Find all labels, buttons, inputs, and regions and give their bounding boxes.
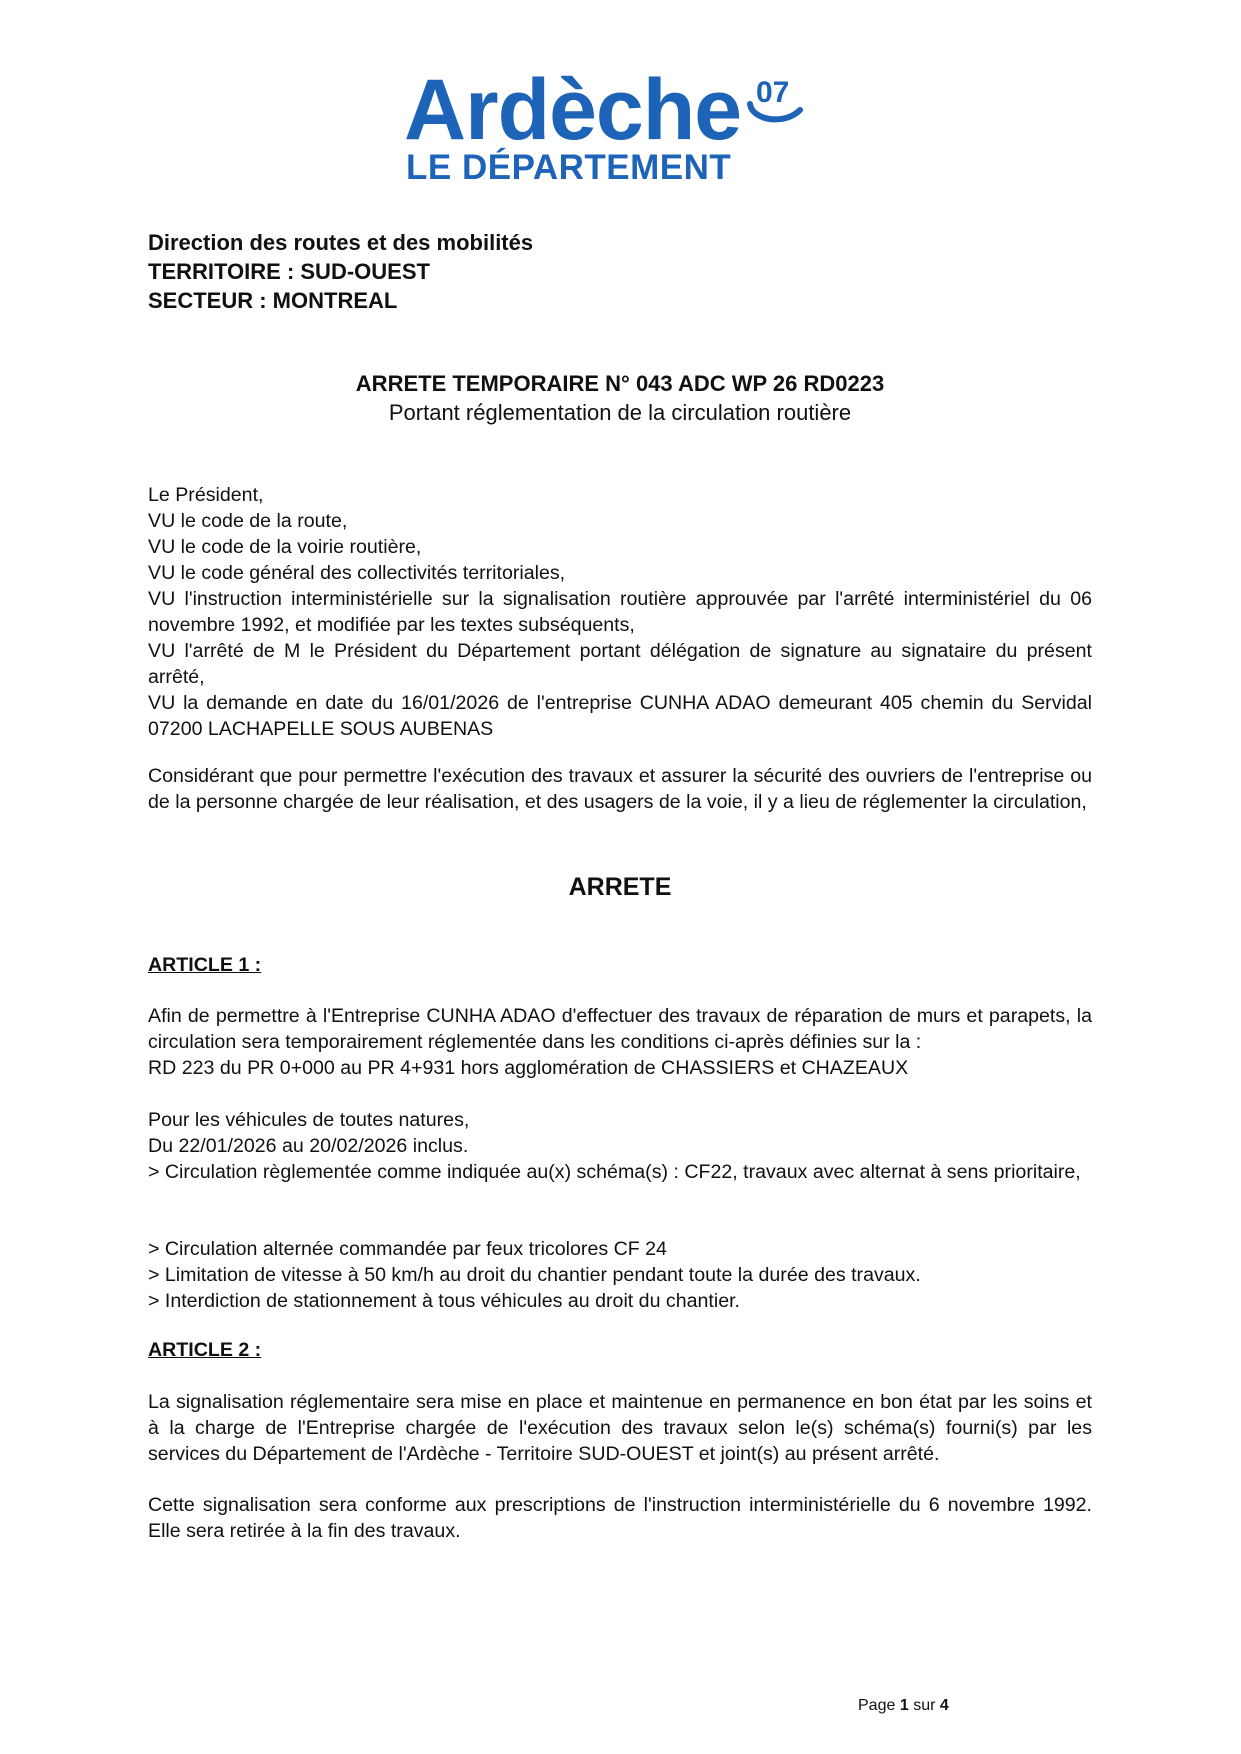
- secteur-line: SECTEUR : MONTREAL: [148, 288, 398, 313]
- page-number: [858, 1696, 949, 1716]
- article-1-rule: > Limitation de vitesse à 50 km/h au droit du chantier pendant toute la durée des travaux.: [148, 1264, 921, 1286]
- logo-wordmark: Ardèche: [404, 62, 742, 158]
- article-2-paragraph-2: [148, 1492, 1092, 1544]
- article-1-conditions: [148, 1107, 1092, 1185]
- article-1-rule: > Circulation alternée commandée par feux tricolores CF 24: [148, 1238, 667, 1260]
- article-2-paragraph-1: [148, 1389, 1092, 1467]
- preamble: [148, 482, 1092, 742]
- preamble-line: VU l'arrêté de M le Président du Département portant délégation de signature au signataire du présent arrêté,: [148, 640, 1092, 688]
- article-1-rule: > Interdiction de stationnement à tous véhicules au droit du chantier.: [148, 1290, 740, 1312]
- article-1-body: [148, 1003, 1092, 1081]
- article-2-text: La signalisation réglementaire sera mise en place et maintenue en permanence en bon état par les soins et à la charge de l'Entreprise chargée de l'exécution des travaux selon le(s) schéma(s) fourni(s) par les services du Département de l'Ardèche - Territoire SUD-OUEST et joint(s) au présent arrêté.: [148, 1391, 1092, 1465]
- article-1-rules: [148, 1236, 1092, 1314]
- preamble-line: VU le code de la route,: [148, 510, 348, 532]
- sender-header: [148, 228, 533, 315]
- direction-line: Direction des routes et des mobilités: [148, 230, 534, 255]
- article-1-dates: Du 22/01/2026 au 20/02/2026 inclus.: [148, 1135, 469, 1157]
- article-2-text: Cette signalisation sera conforme aux prescriptions de l'instruction interministérielle du 6 novembre 1992. Elle sera retirée à la fin des travaux.: [148, 1494, 1092, 1542]
- preamble-line: VU la demande en date du 16/01/2026 de l'entreprise CUNHA ADAO demeurant 405 chemin du Servidal 07200 LACHAPELLE SOUS AUBENAS: [148, 692, 1092, 740]
- article-1-heading: ARTICLE 1 :: [148, 954, 262, 976]
- ardeche-logo: [404, 62, 844, 192]
- preamble-line: VU l'instruction interministérielle sur la signalisation routière approuvée par l'arrêté interministériel du 06 novembre 1992, et modifiée par les textes subséquents,: [148, 588, 1092, 636]
- article-2-heading: ARTICLE 2 :: [148, 1339, 262, 1361]
- document-title: [148, 369, 1092, 427]
- preamble-line: VU le code de la voirie routière,: [148, 536, 422, 558]
- of-label: sur: [913, 1697, 936, 1714]
- current-page: 1: [899, 1697, 909, 1714]
- total-pages: 4: [939, 1697, 949, 1714]
- logo-subtitle: LE DÉPARTEMENT: [406, 148, 732, 187]
- arrete-heading: ARRETE: [568, 873, 672, 901]
- page-label: Page: [858, 1697, 896, 1714]
- logo-07-badge: [744, 70, 806, 126]
- arrete-number: ARRETE TEMPORAIRE N° 043 ADC WP 26 RD0223: [355, 371, 885, 396]
- considerant-paragraph: [148, 763, 1092, 815]
- logo-badge-number: 07: [756, 76, 790, 109]
- preamble-line: Le Président,: [148, 484, 264, 506]
- article-1-vehicles: Pour les véhicules de toutes natures,: [148, 1109, 470, 1131]
- article-1-intro: Afin de permettre à l'Entreprise CUNHA ADAO d'effectuer des travaux de réparation de murs et parapets, la circulation sera temporairement réglementée dans les conditions ci-après définies sur la :: [148, 1005, 1092, 1053]
- preamble-line: VU le code général des collectivités territoriales,: [148, 562, 566, 584]
- article-1-location: RD 223 du PR 0+000 au PR 4+931 hors agglomération de CHASSIERS et CHAZEAUX: [148, 1057, 909, 1079]
- territoire-line: TERRITOIRE : SUD-OUEST: [148, 259, 430, 284]
- article-1-rule: > Circulation règlementée comme indiquée au(x) schéma(s) : CF22, travaux avec alternat à sens prioritaire,: [148, 1161, 1081, 1183]
- arrete-subtitle: Portant réglementation de la circulation routière: [388, 400, 852, 425]
- considerant-text: Considérant que pour permettre l'exécution des travaux et assurer la sécurité des ouvriers de l'entreprise ou de la personne chargée de leur réalisation, et des usagers de la voie, il y a lieu de réglementer la circulation,: [148, 765, 1092, 813]
